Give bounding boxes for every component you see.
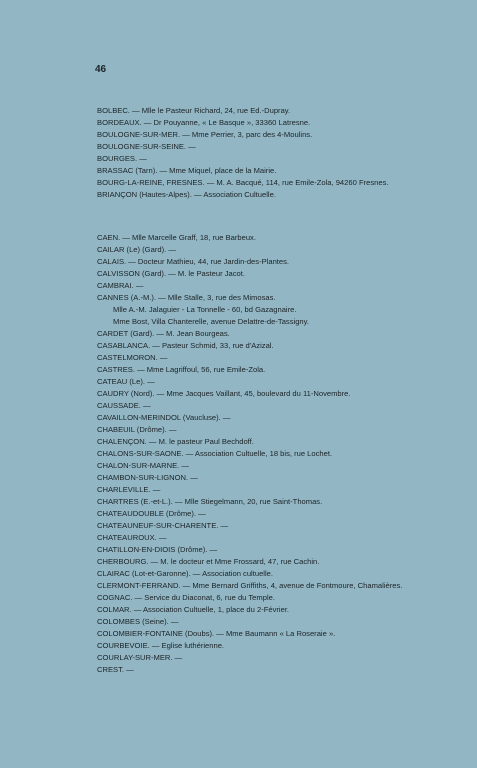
directory-entry: CANNES (A.-M.). — Mlle Stalle, 3, rue des Mimosas. xyxy=(97,293,276,302)
directory-entry: CAILAR (Le) (Gard). — xyxy=(97,245,176,254)
directory-entry: CHARLEVILLE. — xyxy=(97,485,161,494)
directory-entry: COLOMBES (Seine). — xyxy=(97,617,179,626)
directory-entry: BRASSAC (Tarn). — Mme Miquel, place de la Mairie. xyxy=(97,166,277,175)
directory-entry: CHAMBON-SUR-LIGNON. — xyxy=(97,473,198,482)
directory-entry: CHATEAUROUX. — xyxy=(97,533,167,542)
directory-entry: BOURG-LA-REINE, FRESNES. — M. A. Bacqué, 114, rue Emile-Zola, 94260 Fresnes. xyxy=(97,178,389,187)
directory-entry: CASABLANCA. — Pasteur Schmid, 33, rue d'Azizal. xyxy=(97,341,274,350)
directory-entry: COURLAY-SUR-MER. — xyxy=(97,653,183,662)
directory-entry: BORDEAUX. — Dr Pouyanne, « Le Basque », 33360 Latresne. xyxy=(97,118,311,127)
directory-entry: COURBEVOIE. — Eglise luthérienne. xyxy=(97,641,225,650)
directory-entry: Mlle A.-M. Jalaguier - La Tonnelle - 60, bd Gazagnaire. xyxy=(113,305,297,314)
directory-entry: BOURGES. — xyxy=(97,154,147,163)
directory-entry: COLOMBIER-FONTAINE (Doubs). — Mme Baumann « La Roseraie ». xyxy=(97,629,336,638)
directory-entry: CHABEUIL (Drôme). — xyxy=(97,425,177,434)
page-number: 46 xyxy=(95,64,107,75)
directory-entry: CALVISSON (Gard). — M. le Pasteur Jacot. xyxy=(97,269,245,278)
directory-entry: CHALONS-SUR-SAONE. — Association Cultuelle, 18 bis, rue Lochet. xyxy=(97,449,333,458)
directory-entry: BOULOGNE-SUR-MER. — Mme Perrier, 3, parc des 4-Moulins. xyxy=(97,130,313,139)
directory-entry: Mme Bost, Villa Chanterelle, avenue Delattre-de-Tassigny. xyxy=(113,317,309,326)
directory-entry: CARDET (Gard). — M. Jean Bourgeas. xyxy=(97,329,230,338)
directory-entry: CALAIS. — Docteur Mathieu, 44, rue Jardin-des-Plantes. xyxy=(97,257,290,266)
directory-entry: BRIANÇON (Hautes-Alpes). — Association Cultuelle. xyxy=(97,190,276,199)
directory-entry: CHALON-SUR-MARNE. — xyxy=(97,461,189,470)
directory-entry: CATEAU (Le). — xyxy=(97,377,155,386)
directory-entry: CREST. — xyxy=(97,665,134,674)
directory-entry: CHATEAUNEUF-SUR-CHARENTE. — xyxy=(97,521,229,530)
directory-entry: CAMBRAI. — xyxy=(97,281,144,290)
directory-entry: CLAIRAC (Lot-et-Garonne). — Association cultuelle. xyxy=(97,569,273,578)
directory-entry: CLERMONT-FERRAND. — Mme Bernard Griffiths, 4, avenue de Fontmoure, Chamalières. xyxy=(97,581,403,590)
directory-entry: CAEN. — Mlle Marcelle Graff, 18, rue Barbeux. xyxy=(97,233,256,242)
directory-entry: CHARTRES (E.-et-L.). — Mlle Stiegelmann, 20, rue Saint-Thomas. xyxy=(97,497,323,506)
directory-entry: CHERBOURG. — M. le docteur et Mme Frossard, 47, rue Cachin. xyxy=(97,557,320,566)
directory-entry: COGNAC. — Service du Diaconat, 6, rue du Temple. xyxy=(97,593,275,602)
directory-entry: CHATEAUDOUBLE (Drôme). — xyxy=(97,509,206,518)
directory-entry: CAUSSADE. — xyxy=(97,401,151,410)
directory-entry: CASTRES. — Mme Lagriffoul, 56, rue Emile-Zola. xyxy=(97,365,266,374)
directory-entry: BOLBEC. — Mlle le Pasteur Richard, 24, rue Ed.-Dupray. xyxy=(97,106,291,115)
directory-entry: CHATILLON-EN-DIOIS (Drôme). — xyxy=(97,545,218,554)
directory-entry: CHALENÇON. — M. le pasteur Paul Bechdoff. xyxy=(97,437,254,446)
directory-entry: CAVAILLON-MERINDOL (Vaucluse). — xyxy=(97,413,231,422)
directory-entry: BOULOGNE-SUR-SEINE. — xyxy=(97,142,196,151)
directory-entry: CASTELMORON. — xyxy=(97,353,168,362)
directory-entry: COLMAR. — Association Cultuelle, 1, place du 2-Février. xyxy=(97,605,290,614)
directory-entry: CAUDRY (Nord). — Mme Jacques Vaillant, 45, boulevard du 11-Novembre. xyxy=(97,389,351,398)
